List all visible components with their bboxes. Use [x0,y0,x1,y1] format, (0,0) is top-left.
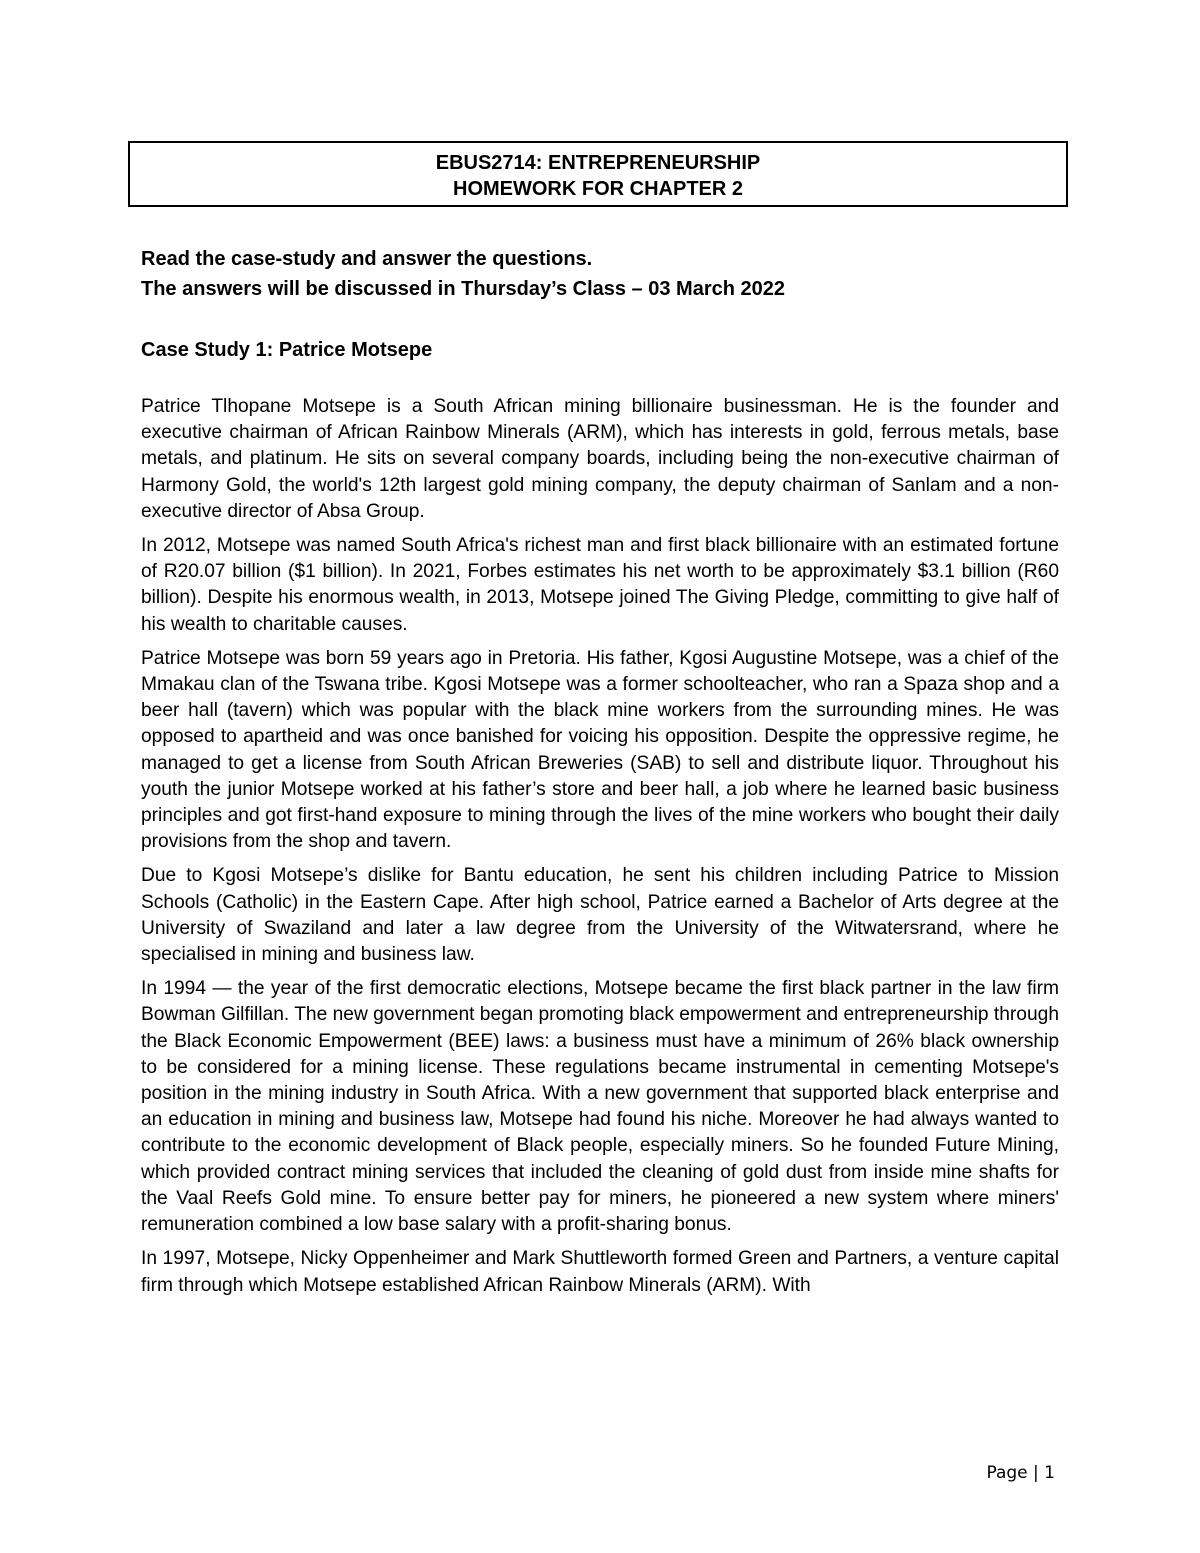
page-number: Page | 1 [986,1463,1055,1483]
instruction-line-2: The answers will be discussed in Thursday’s Class – 03 March 2022 [141,278,785,300]
instructions [141,244,1071,304]
paragraph-2: In 2012, Motsepe was named South Africa's richest man and first black billionaire with an estimated fortune of R20.07 billion ($1 billion). In 2021, Forbes estimates his net worth to be approximately $3.1 billion (R60 billion). Despite his enormous wealth, in 2013, Motsepe joined The Giving Pledge, committing to give half of his wealth to charitable causes. [141,535,1059,635]
document-title-box [128,141,1068,207]
paragraph-4: Due to Kgosi Motsepe’s dislike for Bantu education, he sent his children including Patrice to Mission Schools (Catholic) in the Eastern Cape. After high school, Patrice earned a Bachelor of Arts degree at the University of Swaziland and later a law degree from the University of the Witwatersrand, where he specialised in mining and business law. [141,865,1059,966]
case-study-title: Case Study 1: Patrice Motsepe [141,339,433,361]
paragraph-3: Patrice Motsepe was born 59 years ago in Pretoria. His father, Kgosi Augustine Motsepe, was a chief of the Mmakau clan of the Tswana tribe. Kgosi Motsepe was a former schoolteacher, who ran a Spaza shop and a beer hall (tavern) which was popular with the black mine workers from the surrounding mines. He was opposed to apartheid and was once banished for voicing his opposition. Despite the oppressive regime, he managed to get a license from South African Breweries (SAB) to sell and distribute liquor. Throughout his youth the junior Motsepe worked at his father’s store and beer hall, a job where he learned basic business principles and got first-hand exposure to mining through the lives of the mine workers who bought their daily provisions from the shop and tavern. [141,647,1059,853]
paragraph-5: In 1994 — the year of the first democratic elections, Motsepe became the first black partner in the law firm Bowman Gilfillan. The new government began promoting black empowerment and entrepreneurship through the Black Economic Empowerment (BEE) laws: a business must have a minimum of 26% black ownership to be considered for a mining license. These regulations became instrumental in cementing Motsepe's position in the mining industry in South Africa. With a new government that supported black enterprise and an education in mining and business law, Motsepe had found his niche. Moreover he had always wanted to contribute to the economic development of Black people, especially miners. So he founded Future Mining, which provided contract mining services that included the cleaning of gold dust from inside mine shafts for the Vaal Reefs Gold mine. To ensure better pay for miners, he pioneered a new system where miners' remuneration combined a low base salary with a profit-sharing bonus. [141,978,1059,1236]
paragraph-1: Patrice Tlhopane Motsepe is a South African mining billionaire businessman. He is the founder and executive chairman of African Rainbow Minerals (ARM), which has interests in gold, ferrous metals, base metals, and platinum. He sits on several company boards, including being the non-executive chairman of Harmony Gold, the world's 12th largest gold mining company, the deputy chairman of Sanlam and a non-executive director of Absa Group. [141,396,1059,522]
instruction-line-1: Read the case-study and answer the questions. [141,248,593,270]
course-title: EBUS2714: ENTREPRENEURSHIP [435,152,761,174]
homework-title: HOMEWORK FOR CHAPTER 2 [453,178,743,200]
case-study-body [141,394,1059,1307]
paragraph-6: In 1997, Motsepe, Nicky Oppenheimer and Mark Shuttleworth formed Green and Partners, a venture capital firm through which Motsepe established African Rainbow Minerals (ARM). With [141,1248,1059,1296]
